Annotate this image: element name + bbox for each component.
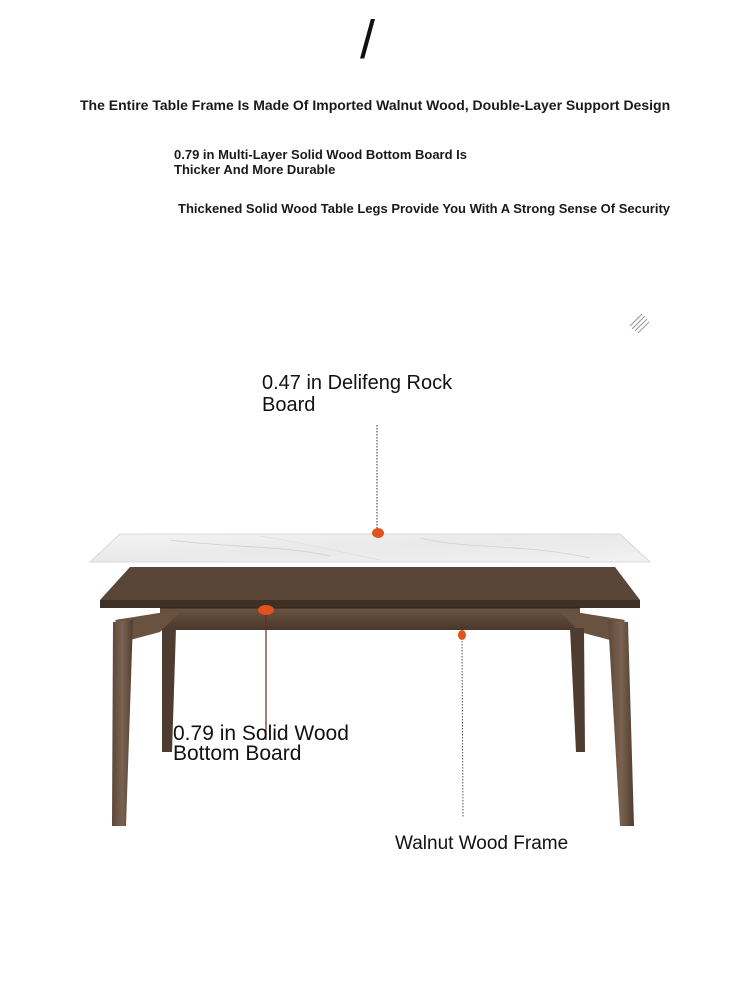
marker-dot-rock-board (372, 528, 384, 538)
callout-walnut-frame: Walnut Wood Frame (395, 833, 569, 854)
feature-line-legs: Thickened Solid Wood Table Legs Provide You With A Strong Sense Of Security (178, 201, 671, 216)
marker-dot-frame (458, 630, 466, 640)
walnut-top-board (100, 567, 640, 608)
walnut-frame (115, 608, 625, 640)
header-slash: / (360, 10, 376, 70)
feature-line-bottom-board: 0.79 in Multi-Layer Solid Wood Bottom Board Is Thicker And More Durable (174, 147, 468, 177)
callout-rock-board: 0.47 in Delifeng Rock Board (262, 372, 453, 416)
marker-dot-bottom-board (258, 605, 274, 615)
rock-board (90, 534, 650, 562)
callout-bottom-board: 0.79 in Solid Wood Bottom Board (173, 722, 349, 765)
feature-line-frame: The Entire Table Frame Is Made Of Imported Walnut Wood, Double-Layer Support Design (80, 97, 671, 113)
